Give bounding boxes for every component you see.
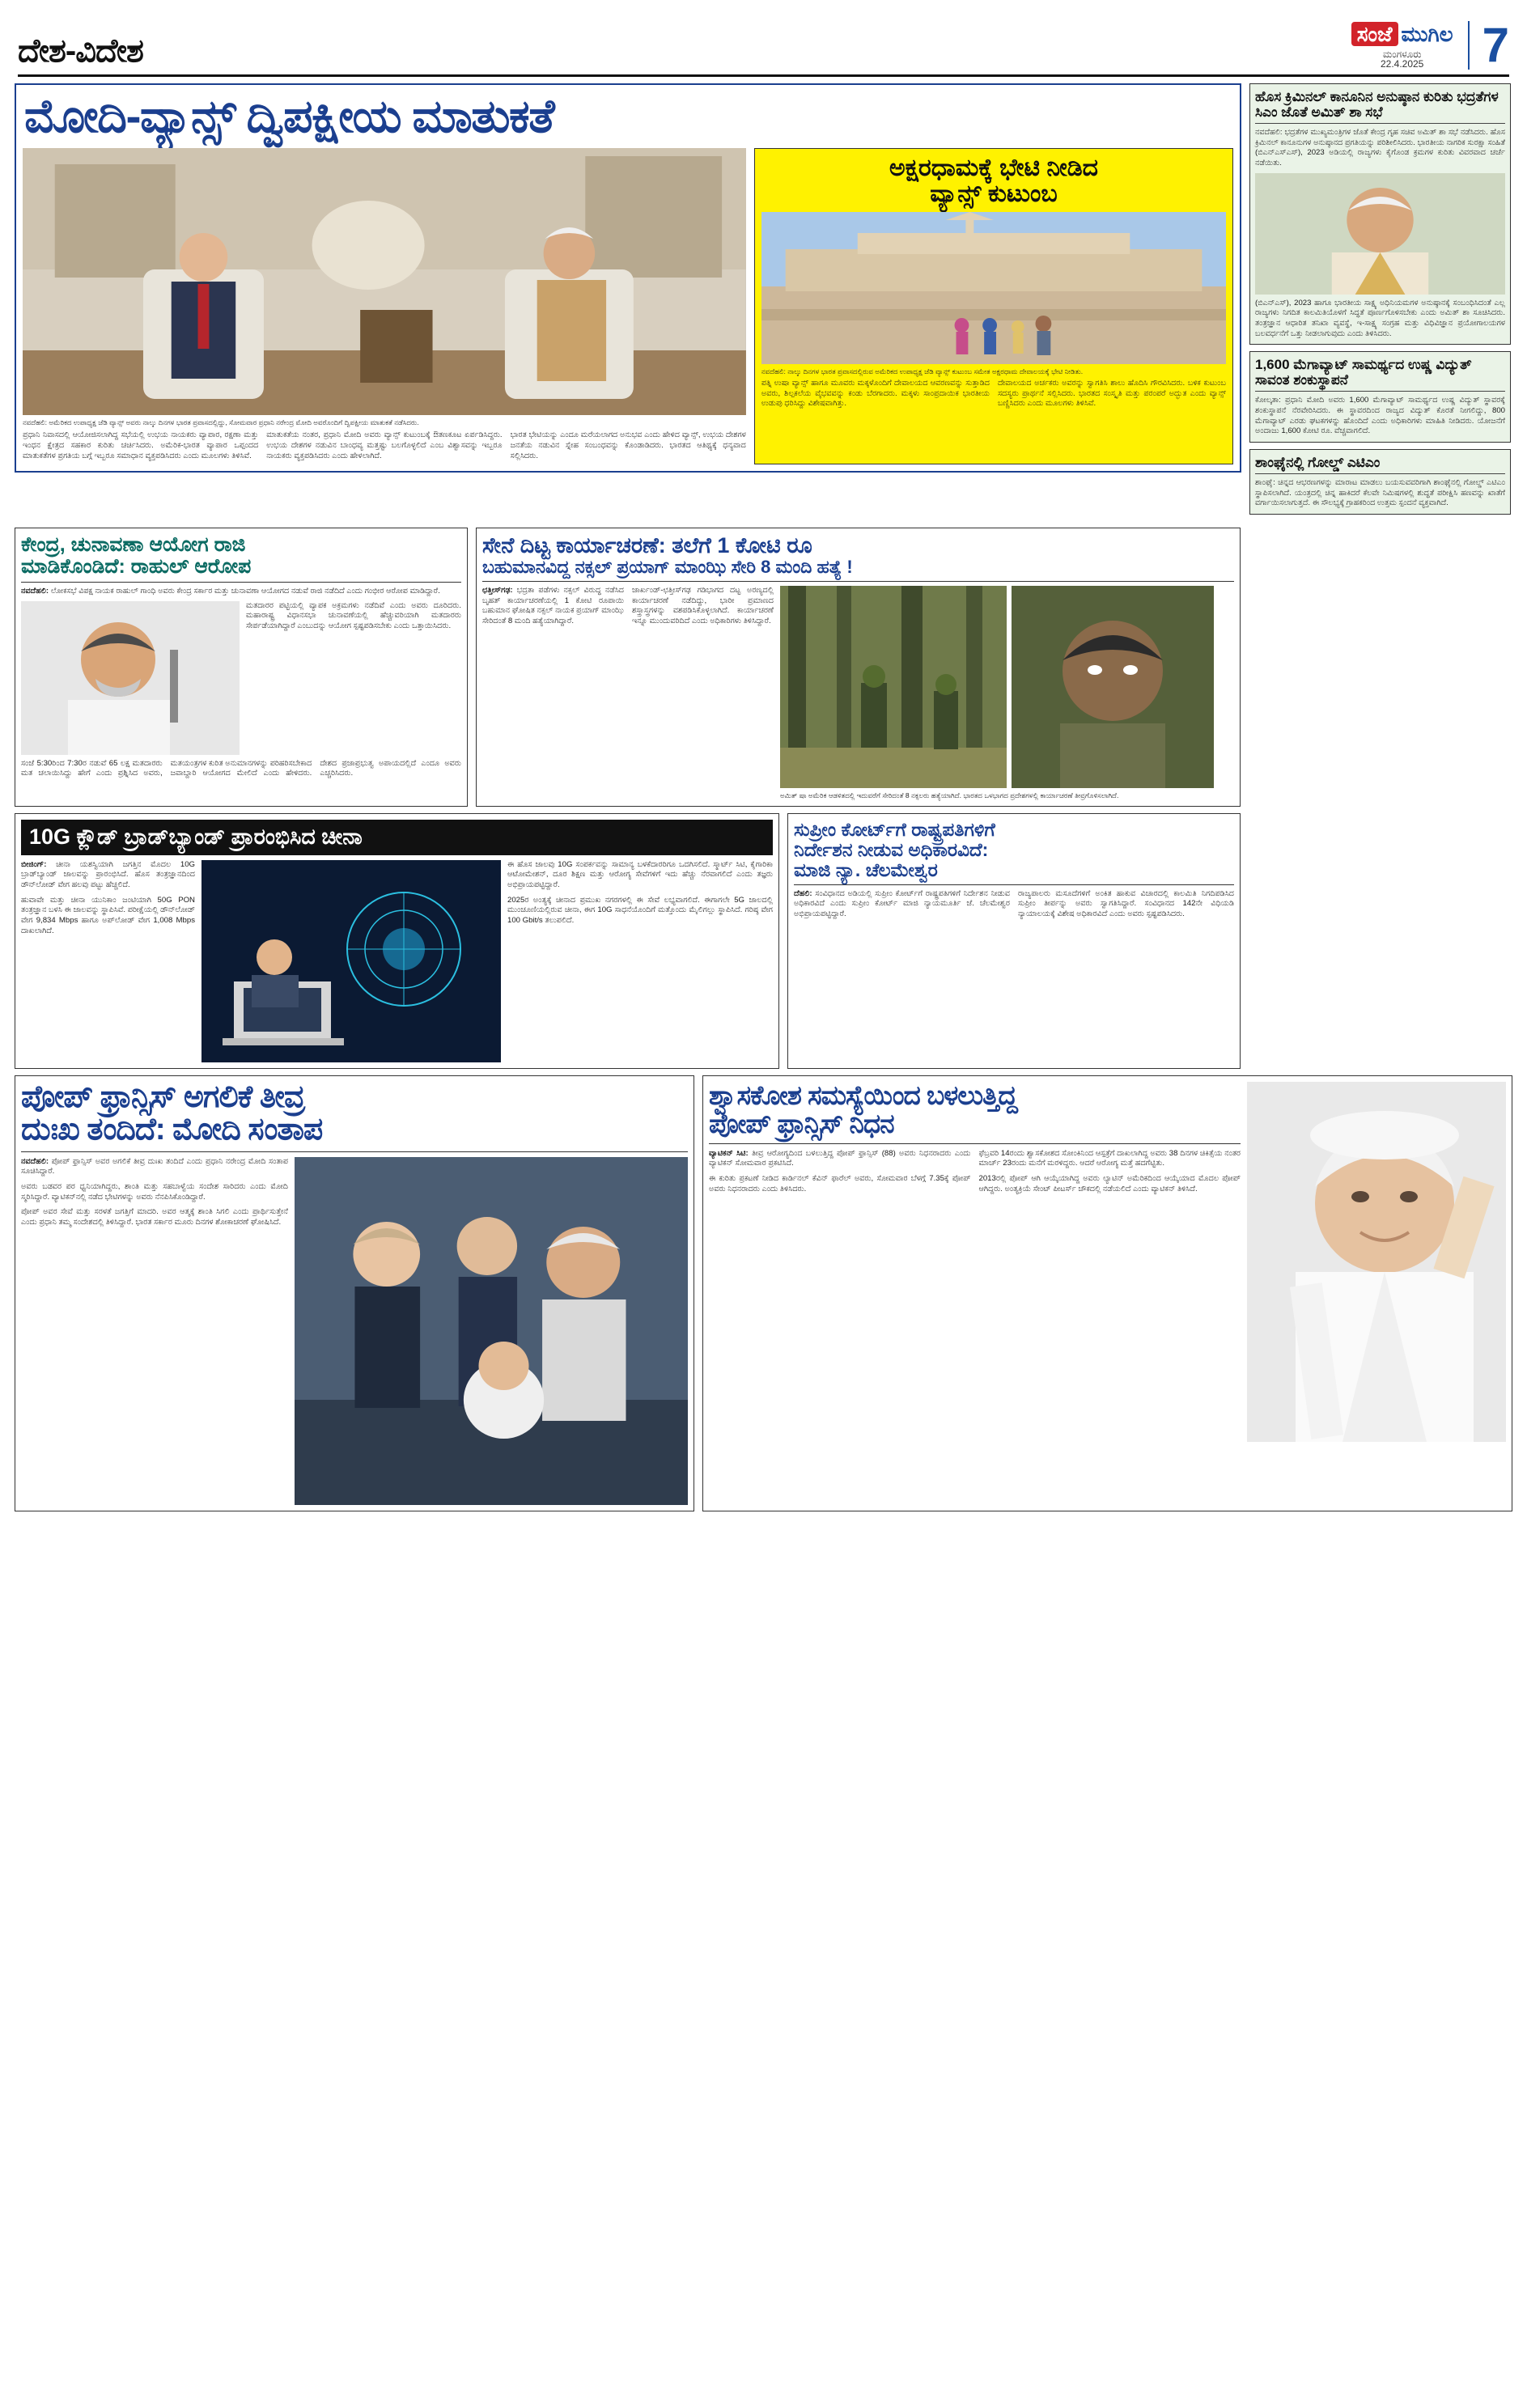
broadband-illustration [201,860,501,1062]
modi-vance-photo [23,148,746,415]
rail-story-gold-atm [1249,449,1511,515]
masthead-rule [18,74,1509,77]
logo-place: ಮಂಗಳೂರು [1382,49,1422,60]
naxal-text-1 [482,586,624,627]
naxal-headline-1: ಸೇನೆ ದಿಟ್ಟ ಕಾರ್ಯಾಚರಣೆ: ತಲೆಗೆ 1 ಕೋಟಿ ರೂ [482,533,812,557]
pope-right-dateline: ವ್ಯಾಟಿಕನ್ ಸಿಟಿ: [709,1148,749,1158]
main-col-1: ಪ್ರಧಾನಿ ನಿವಾಸದಲ್ಲಿ ಆಯೋಜಿಸಲಾಗಿದ್ದ ಸಭೆಯಲ್ಲಿ ಉಭಯ ನಾಯಕರು ವ್ಯಾಪಾರ, ರಕ್ಷಣಾ ಮತ್ತು ಇಂಧನ ಕ್ಷೇತ್ರದ ಸಹಕಾರ ಕುರಿತು ಚರ್ಚಿಸಿದರು. ಅಮೆರಿಕ-ಭಾರತ ವ್ಯಾಪಾರ ಒಪ್ಪಂದದ ಮಾತುಕತೆಗಳ ಪ್ರಗತಿಯ ಬಗ್ಗೆ ಇಬ್ಬರೂ ಸಮಾಧಾನ ವ್ಯಕ್ತಪಡಿಸಿದರು ಎಂದು ಮೂಲಗಳು ತಿಳಿಸಿವೆ. [23,430,259,460]
akshardham-story [754,148,1233,464]
rail-text-1b: (ಬಿಎನ್ಎಸ್), 2023 ಹಾಗೂ ಭಾರತೀಯ ಸಾಕ್ಷ್ಯ ಅಧಿನಿಯಮಗಳ ಅನುಷ್ಠಾನಕ್ಕೆ ಸಂಬಂಧಿಸಿದಂತೆ ಎಲ್ಲ ರಾಜ್ಯಗಳು ನಿಗದಿತ ಕಾಲಮಿತಿಯೊಳಗೆ ಸಿದ್ಧತೆ ಪೂರ್ಣಗೊಳಿಸಬೇಕು ಎಂದು ಅಮಿತ್ ಶಾ ಸೂಚಿಸಿದರು. ತಂತ್ರಜ್ಞಾನ ಆಧಾರಿತ ತನಿಖಾ ವ್ಯವಸ್ಥೆ, ಇ-ಸಾಕ್ಷ್ಯ ಸಂಗ್ರಹ ಮತ್ತು ವಿಧಿವಿಜ್ಞಾನ ಪ್ರಯೋಗಾಲಯಗಳ ಬಲವರ್ಧನೆಗೆ ಒತ್ತು ನೀಡಲಾಗುವುದು ಎಂದು ತಿಳಿಸಿದರು. [1255,298,1505,338]
supreme-court-story [787,813,1241,1069]
rahul-text-3: ಸಂಜೆ 5:30ರಿಂದ 7:30ರ ನಡುವೆ 65 ಲಕ್ಷ ಮತದಾರರು ಮತ ಚಲಾಯಿಸಿದ್ದು ಹೇಗೆ ಎಂದು ಪ್ರಶ್ನಿಸಿದ ಅವರು, ಮತಯಂತ್ರಗಳ ಕುರಿತ ಅನುಮಾನಗಳನ್ನು ಪರಿಹರಿಸಬೇಕಾದ ಜವಾಬ್ದಾರಿ ಆಯೋಗದ ಮೇಲಿದೆ ಎಂದು ಹೇಳಿದರು. ದೇಶದ ಪ್ರಜಾಪ್ರಭುತ್ವ ಅಪಾಯದಲ್ಲಿದೆ ಎಂದೂ ಅವರು ಎಚ್ಚರಿಸಿದರು. [21,758,461,778]
forest-operation-photo [780,586,1007,788]
broadband-dateline: ಬೀಜಿಂಗ್: [21,859,47,869]
rail-headline-3: ಶಾಂಘೈನಲ್ಲಿ ಗೋಲ್ಡ್ ಎಟಿಎಂ [1255,455,1505,474]
pope-condolence-story [15,1075,694,1511]
logo-text [1351,22,1453,46]
rahul-photo [21,601,240,755]
bottom-band [15,1075,1512,1511]
main-photo-caption: ನವದೆಹಲಿ: ಅಮೆರಿಕದ ಉಪಾಧ್ಯಕ್ಷ ಜೆಡಿ ವ್ಯಾನ್ಸ್ ಅವರು ನಾಲ್ಕು ದಿನಗಳ ಭಾರತ ಪ್ರವಾಸದಲ್ಲಿದ್ದು, ಸೋಮವಾರ ಪ್ರಧಾನಿ ನರೇಂದ್ರ ಮೋದಿ ಅವರೊಂದಿಗೆ ದ್ವಿಪಕ್ಷೀಯ ಮಾತುಕತೆ ನಡೆಸಿದರು. [23,418,419,427]
page-number: 7 [1468,21,1509,70]
top-band [15,83,1512,521]
pope-death-story [702,1075,1512,1511]
main-col-2: ಮಾತುಕತೆಯ ನಂತರ, ಪ್ರಧಾನಿ ಮೋದಿ ಅವರು ವ್ಯಾನ್ಸ್ ಕುಟುಂಬಕ್ಕೆ ಔತಣಕೂಟ ಏರ್ಪಡಿಸಿದ್ದರು. ಉಭಯ ದೇಶಗಳ ನಡುವಿನ ಬಾಂಧವ್ಯ ಮತ್ತಷ್ಟು ಬಲಗೊಳ್ಳಲಿದೆ ಎಂಬ ವಿಶ್ವಾಸವನ್ನು ಇಬ್ಬರೂ ನಾಯಕರು ವ್ಯಕ್ತಪಡಿಸಿದರು ಎಂದು ಹೇಳಲಾಗಿದೆ. [266,430,503,460]
rahul-headline-1: ಕೇಂದ್ರ, ಚುನಾವಣಾ ಆಯೋಗ ರಾಜಿ [21,533,246,556]
naxal-leader-photo [1012,586,1214,788]
rail-headline-1: ಹೊಸ ಕ್ರಿಮಿನಲ್ ಕಾನೂನಿನ ಅನುಷ್ಠಾನ ಕುರಿತು ಭದ್ರತೆಗಳ ಸಿಎಂ ಜೊತೆ ಅಮಿತ್ ಶಾ ಸಭೆ [1255,89,1505,124]
akshardham-caption: ನವದೆಹಲಿ: ನಾಲ್ಕು ದಿನಗಳ ಭಾರತ ಪ್ರವಾಸದಲ್ಲಿರುವ ಅಮೆರಿಕದ ಉಪಾಧ್ಯಕ್ಷ ಜೆಡಿ ವ್ಯಾನ್ಸ್ ಕುಟುಂಬ ಸಮೇತ ಅಕ್ಷರಧಾಮ ದೇವಾಲಯಕ್ಕೆ ಭೇಟಿ ನೀಡಿತು. [761,367,1084,375]
rahul-text-2: ಮತದಾರರ ಪಟ್ಟಿಯಲ್ಲಿ ವ್ಯಾಪಕ ಅಕ್ರಮಗಳು ನಡೆದಿವೆ ಎಂದು ಅವರು ದೂರಿದರು. ಮಹಾರಾಷ್ಟ್ರ ವಿಧಾನಸಭಾ ಚುನಾವಣೆಯಲ್ಲಿ ಹೆಚ್ಚುವರಿಯಾಗಿ ಮತದಾರರು ಸೇರ್ಪಡೆಯಾಗಿದ್ದಾರೆ ಎಂಬುದನ್ನು ಆಯೋಗ ಸ್ಪಷ್ಟಪಡಿಸಬೇಕು ಎಂದು ಒತ್ತಾಯಿಸಿದರು. [246,600,461,630]
akshardham-col-2: ದೇವಾಲಯದ ಅರ್ಚಕರು ಅವರನ್ನು ಸ್ವಾಗತಿಸಿ ಶಾಲು ಹೊದಿಸಿ ಗೌರವಿಸಿದರು. ಬಳಿಕ ಕುಟುಂಬ ಸದಸ್ಯರು ಪ್ರಾರ್ಥನೆ ಸಲ್ಲಿಸಿದರು. ಭಾರತದ ಸಂಸ್ಕೃತಿ ಮತ್ತು ಪರಂಪರೆ ಅದ್ಭುತ ಎಂದು ವ್ಯಾನ್ಸ್ ಬಣ್ಣಿಸಿದರು ಎಂದು ಮೂಲಗಳು ತಿಳಿಸಿವೆ. [997,378,1226,409]
second-band [15,528,1512,807]
pope-right-text-1 [709,1149,971,1169]
main-story [15,83,1241,473]
broadband-story [15,813,779,1069]
akshardham-headline-2: ವ್ಯಾನ್ಸ್ ಕುಟುಂಬ [930,180,1058,207]
sc-headline-1: ಸುಪ್ರೀಂ ಕೋರ್ಟ್‌ಗೆ ರಾಷ್ಟ್ರಪತಿಗಳಿಗೆ [794,819,995,841]
naxal-photo-caption: ಅಮಿತ್ ಷಾ ಅಮೆರಿಕ ಆಡಳಿತದಲ್ಲಿ ಇದುವರೆಗೆ ಸೇರಿದಂತೆ 8 ನಕ್ಸಲರು ಹತ್ಯೆಯಾಗಿದೆ. ಭಾರತದ ಒಳಭಾಗದ ಪ್ರದೇಶಗಳಲ್ಲಿ ಕಾರ್ಯಾಚರಣೆ ತೀವ್ರಗೊಳಿಸಲಾಗಿದೆ. [780,791,1119,799]
rail-story-power-plant [1249,351,1511,443]
rail-text-2: ಕೋಲ್ಕತಾ: ಪ್ರಧಾನಿ ಮೋದಿ ಅವರು 1,600 ಮೆಗಾವ್ಯಾಟ್ ಸಾಮರ್ಥ್ಯದ ಉಷ್ಣ ವಿದ್ಯುತ್ ಸ್ಥಾವರಕ್ಕೆ ಶಂಕುಸ್ಥಾಪನೆ ನೆರವೇರಿಸಿದರು. ಈ ಸ್ಥಾವರದಿಂದ ರಾಜ್ಯದ ವಿದ್ಯುತ್ ಕೊರತೆ ನೀಗಲಿದ್ದು, 800 ಮೆಗಾವ್ಯಾಟ್ ಎರಡು ಘಟಕಗಳನ್ನು ಹೊಂದಿದೆ ಎಂದು ಅಧಿಕಾರಿಗಳು ಮಾಹಿತಿ ನೀಡಿದರು. ಯೋಜನೆಗೆ ಅಂದಾಜು 1,600 ಕೋಟಿ ರೂ. ವೆಚ್ಚವಾಗಲಿದೆ. [1255,396,1505,436]
pope-left-text-1-body: ಪೋಪ್ ಫ್ರಾನ್ಸಿಸ್ ಅವರ ಅಗಲಿಕೆ ತೀವ್ರ ದುಃಖ ತಂದಿದೆ ಎಂದು ಪ್ರಧಾನಿ ನರೇಂದ್ರ ಮೋದಿ ಸಂತಾಪ ಸೂಚಿಸಿದ್ದಾರೆ. [21,1156,288,1176]
sc-text-1 [794,889,1010,920]
rahul-text-1 [21,587,461,597]
logo-date: 22.4.2025 [1380,58,1424,70]
sc-headline-2: ನಿರ್ದೇಶನ ನೀಡುವ ಅಧಿಕಾರವಿದೆ: [794,838,989,860]
section-title: ದೇಶ-ವಿದೇಶ [18,33,143,69]
rahul-dateline: ನವದೆಹಲಿ: [21,587,49,596]
rahul-text-1-body: ಲೋಕಸಭೆ ವಿಪಕ್ಷ ನಾಯಕ ರಾಹುಲ್ ಗಾಂಧಿ ಅವರು ಕೇಂದ್ರ ಸರ್ಕಾರ ಮತ್ತು ಚುನಾವಣಾ ಆಯೋಗದ ನಡುವೆ ರಾಜಿ ನಡೆದಿದೆ ಎಂದು ಗಂಭೀರ ಆರೋಪ ಮಾಡಿದ್ದಾರೆ. [50,587,440,596]
naxal-story [476,528,1241,807]
masthead-right [1351,18,1509,72]
pope-right-text-1-body: ತೀವ್ರ ಆರೋಗ್ಯದಿಂದ ಬಳಲುತ್ತಿದ್ದ ಪೋಪ್ ಫ್ರಾನ್ಸಿಸ್ (88) ಅವರು ನಿಧನರಾದರು ಎಂದು ವ್ಯಾಟಿಕನ್ ಸೋಮವಾರ ಪ್ರಕಟಿಸಿದೆ. [709,1148,971,1168]
pope-left-dateline: ನವದೆಹಲಿ: [21,1156,49,1166]
rahul-story [15,528,468,807]
pope-right-headline-1: ಶ್ವಾಸಕೋಶ ಸಮಸ್ಯೆಯಿಂದ ಬಳಲುತ್ತಿದ್ದ [709,1079,1017,1110]
newspaper-logo [1351,22,1453,69]
main-left-column [23,148,746,464]
pope-right-text-2: ಈ ಕುರಿತು ಪ್ರಕಟಣೆ ನೀಡಿದ ಕಾರ್ಡಿನಲ್ ಕೆವಿನ್ ಫಾರೆಲ್ ಅವರು, ಸೋಮವಾರ ಬೆಳಗ್ಗೆ 7.35ಕ್ಕೆ ಪೋಪ್ ಅವರು ನಿಧನರಾದರು ಎಂದು ತಿಳಿಸಿದರು. [709,1174,971,1193]
broadband-text-4: 2025ರ ಅಂತ್ಯಕ್ಕೆ ಚೀನಾದ ಪ್ರಮುಖ ನಗರಗಳಲ್ಲಿ ಈ ಸೇವೆ ಲಭ್ಯವಾಗಲಿದೆ. ಈಗಾಗಲೇ 5G ಜಾಲದಲ್ಲಿ ಮುಂಚೂಣಿಯಲ್ಲಿರುವ ಚೀನಾ, ಈಗ 10G ಸಾಧನೆಯೊಂದಿಗೆ ಮತ್ತೊಂದು ಮೈಲಿಗಲ್ಲು ಸ್ಥಾಪಿಸಿದೆ. ಗರಿಷ್ಠ ವೇಗ 100 Gbit/s ತಲುಪಲಿದೆ. [507,895,773,926]
akshardham-col-1: ಪತ್ನಿ ಉಷಾ ವ್ಯಾನ್ಸ್ ಹಾಗೂ ಮೂವರು ಮಕ್ಕಳೊಂದಿಗೆ ದೇವಾಲಯದ ಆವರಣವನ್ನು ಸುತ್ತಾಡಿದ ಅವರು, ಶಿಲ್ಪಕಲೆಯ ವೈಭವವನ್ನು ಕಂಡು ಬೆರಗಾದರು. ಮಕ್ಕಳು ಸಾಂಪ್ರದಾಯಿಕ ಭಾರತೀಯ ಉಡುಪು ಧರಿಸಿದ್ದು ವಿಶೇಷವಾಗಿತ್ತು. [761,378,990,409]
broadband-headline: 10G ಕ್ಲೌಡ್ ಬ್ರಾಡ್‌ಬ್ಯಾಂಡ್ ಪ್ರಾರಂಭಿಸಿದ ಚೀನಾ [21,820,773,855]
amit-shah-photo [1255,173,1505,295]
sc-text-1-body: ಸಂವಿಧಾನದ ಅಡಿಯಲ್ಲಿ ಸುಪ್ರೀಂ ಕೋರ್ಟ್‌ಗೆ ರಾಷ್ಟ್ರಪತಿಗಳಿಗೆ ನಿರ್ದೇಶನ ನೀಡುವ ಅಧಿಕಾರವಿದೆ ಎಂದು ಸುಪ್ರೀಂ ಕೋರ್ಟ್ ಮಾಜಿ ನ್ಯಾಯಮೂರ್ತಿ ಜೆ. ಚೆಲಮೇಶ್ವರ ಅಭಿಪ್ರಾಯಪಟ್ಟಿದ್ದಾರೆ. [794,888,1010,918]
pope-left-text-1 [21,1157,288,1177]
pope-left-text-3: ಪೋಪ್ ಅವರ ಸೇವೆ ಮತ್ತು ಸರಳತೆ ಜಗತ್ತಿಗೆ ಮಾದರಿ. ಅವರ ಆತ್ಮಕ್ಕೆ ಶಾಂತಿ ಸಿಗಲಿ ಎಂದು ಪ್ರಾರ್ಥಿಸುತ್ತೇನೆ ಎಂದು ಪ್ರಧಾನಿ ತಮ್ಮ ಸಂದೇಶದಲ್ಲಿ ತಿಳಿಸಿದ್ದಾರೆ. ಭಾರತ ಸರ್ಕಾರ ಮೂರು ದಿನಗಳ ಶೋಕಾಚರಣೆ ಘೋಷಿಸಿದೆ. [21,1207,288,1227]
third-band [15,813,1512,1069]
pope-right-text-4: 2013ರಲ್ಲಿ ಪೋಪ್ ಆಗಿ ಆಯ್ಕೆಯಾಗಿದ್ದ ಅವರು ಲ್ಯಾಟಿನ್ ಅಮೆರಿಕದಿಂದ ಆಯ್ಕೆಯಾದ ಮೊದಲ ಪೋಪ್ ಆಗಿದ್ದರು. ಅಂತ್ಯಕ್ರಿಯೆ ಸೇಂಟ್ ಪೀಟರ್ಸ್ ಚೌಕದಲ್ಲಿ ನಡೆಯಲಿದೆ ಎಂದು ವ್ಯಾಟಿಕನ್ ತಿಳಿಸಿದೆ. [978,1174,1241,1193]
main-col-3: ಭಾರತ ಭೇಟಿಯನ್ನು ಎಂದೂ ಮರೆಯಲಾಗದ ಅನುಭವ ಎಂದು ಹೇಳಿದ ವ್ಯಾನ್ಸ್, ಉಭಯ ದೇಶಗಳ ಜನತೆಯ ನಡುವಿನ ಸ್ನೇಹ ಸಂಬಂಧವನ್ನು ಕೊಂಡಾಡಿದರು. ಭಾರತದ ಆತಿಥ್ಯಕ್ಕೆ ಧನ್ಯವಾದ ಸಲ್ಲಿಸಿದರು. [510,430,746,460]
broadband-text-2: ಹುವಾವೇ ಮತ್ತು ಚೀನಾ ಯುನಿಕಾಂ ಜಂಟಿಯಾಗಿ 50G PON ತಂತ್ರಜ್ಞಾನ ಬಳಸಿ ಈ ಜಾಲವನ್ನು ಸ್ಥಾಪಿಸಿವೆ. ಪರೀಕ್ಷೆಯಲ್ಲಿ ಡೌನ್‌ಲೋಡ್ ವೇಗ 9,834 Mbps ಹಾಗೂ ಅಪ್‌ಲೋಡ್ ವೇಗ 1,008 Mbps ದಾಖಲಾಗಿದೆ. [21,895,195,935]
naxal-text-1-body: ಭದ್ರತಾ ಪಡೆಗಳು ನಕ್ಸಲ್ ವಿರುದ್ಧ ನಡೆಸಿದ ಬೃಹತ್ ಕಾರ್ಯಾಚರಣೆಯಲ್ಲಿ 1 ಕೋಟಿ ರೂಪಾಯಿ ಬಹುಮಾನ ಘೋಷಿತ ನಕ್ಸಲ್ ನಾಯಕ ಪ್ರಯಾಗ್ ಮಾಂಝಿ ಸೇರಿದಂತೆ 8 ಮಂದಿ ಹತ್ಯೆಯಾಗಿದ್ದಾರೆ. [482,585,624,625]
naxal-headline-2: ಬಹುಮಾನವಿದ್ದ ನಕ್ಸಲ್ ಪ್ರಯಾಗ್ ಮಾಂಝಿ ಸೇರಿ 8 ಮಂದಿ ಹತ್ಯೆ ! [482,557,1234,582]
sc-dateline: ದೆಹಲಿ: [794,888,812,898]
modi-pope-photo [295,1157,688,1505]
rail-story-amit-shah [1249,83,1511,345]
pope-right-headline-2: ಪೋಪ್ ಫ್ರಾನ್ಸಿಸ್ ನಿಧನ [709,1110,1241,1144]
rail-text-3: ಶಾಂಘೈ: ಚಿನ್ನದ ಆಭರಣಗಳನ್ನು ಮಾರಾಟ ಮಾಡಲು ಬಯಸುವವರಿಗಾಗಿ ಶಾಂಘೈನಲ್ಲಿ ಗೋಲ್ಡ್ ಎಟಿಎಂ ಸ್ಥಾಪಿಸಲಾಗಿದೆ. ಯಂತ್ರದಲ್ಲಿ ಚಿನ್ನ ಹಾಕಿದರೆ ಕೆಲವೇ ನಿಮಿಷಗಳಲ್ಲಿ ಶುದ್ಧತೆ ಪರೀಕ್ಷಿಸಿ ಹಣವನ್ನು ಖಾತೆಗೆ ವರ್ಗಾಯಿಸಲಾಗುತ್ತದೆ. ಈ ಸೌಲಭ್ಯಕ್ಕೆ ಗ್ರಾಹಕರಿಂದ ಉತ್ತಮ ಸ್ಪಂದನೆ ವ್ಯಕ್ತವಾಗಿದೆ. [1255,478,1505,508]
main-headline: ಮೋದಿ-ವ್ಯಾನ್ಸ್ ದ್ವಿಪಕ್ಷೀಯ ಮಾತುಕತೆ [24,91,554,142]
rail-text-1: ನವದೆಹಲಿ: ಭದ್ರತೆಗಳ ಮುಖ್ಯಮಂತ್ರಿಗಳ ಜೊತೆ ಕೇಂದ್ರ ಗೃಹ ಸಚಿವ ಅಮಿತ್ ಶಾ ಸಭೆ ನಡೆಸಿದರು. ಹೊಸ ಕ್ರಿಮಿನಲ್ ಕಾನೂನುಗಳ ಅನುಷ್ಠಾನದ ಪ್ರಗತಿಯನ್ನು ಪರಿಶೀಲಿಸಿದರು. ಭಾರತೀಯ ನಾಗರಿಕ ಸುರಕ್ಷಾ ಸಂಹಿತೆ (ಬಿಎನ್ಎಸ್ಎಸ್), 2023 ಅಡಿಯಲ್ಲಿ ರಾಜ್ಯಗಳು ಕೈಗೊಂಡ ಕ್ರಮಗಳ ಕುರಿತು ವಿವರವಾದ ಚರ್ಚೆ ನಡೆಯಿತು. [1255,128,1505,168]
sc-text-2: ರಾಜ್ಯಪಾಲರು ಮಸೂದೆಗಳಿಗೆ ಅಂಕಿತ ಹಾಕುವ ವಿಚಾರದಲ್ಲಿ ಕಾಲಮಿತಿ ನಿಗದಿಪಡಿಸಿದ ಸುಪ್ರೀಂ ತೀರ್ಪನ್ನು ಅವರು ಸ್ವಾಗತಿಸಿದ್ದಾರೆ. ಸಂವಿಧಾನದ 142ನೇ ವಿಧಿಯಡಿ ನ್ಯಾಯಾಲಯಕ್ಕೆ ವಿಶೇಷ ಅಧಿಕಾರವಿದೆ ಎಂದು ಅವರು ಸ್ಪಷ್ಟಪಡಿಸಿದರು. [1018,888,1234,918]
rahul-headline-2: ಮಾಡಿಕೊಂಡಿದೆ: ರಾಹುಲ್ ಆರೋಪ [21,556,461,583]
broadband-text-1 [21,860,195,891]
right-rail [1249,83,1511,521]
naxal-dateline: ಛತ್ತೀಸ್‌ಗಢ: [482,585,513,595]
pope-right-text-3: ಫೆಬ್ರವರಿ 14ರಂದು ಶ್ವಾಸಕೋಶದ ಸೋಂಕಿನಿಂದ ಆಸ್ಪತ್ರೆಗೆ ದಾಖಲಾಗಿದ್ದ ಅವರು 38 ದಿನಗಳ ಚಿಕಿತ್ಸೆಯ ನಂತರ ಮಾರ್ಚ್ 23ರಂದು ಮನೆಗೆ ಮರಳಿದ್ದರು. ಆದರೆ ಆರೋಗ್ಯ ಮತ್ತೆ ಹದಗೆಟ್ಟಿತು. [978,1148,1241,1168]
pope-left-headline-1: ಪೋಪ್ ಫ್ರಾನ್ಸಿಸ್ ಅಗಲಿಕೆ ತೀವ್ರ [21,1079,305,1114]
main-story-body [23,430,746,464]
rail-headline-2: 1,600 ಮೆಗಾವ್ಯಾಟ್ ಸಾಮರ್ಥ್ಯದ ಉಷ್ಣ ವಿದ್ಯುತ್ ಸಾವಂತ ಶಂಕುಸ್ಥಾಪನೆ [1255,357,1505,392]
pope-left-text-2: ಅವರು ಬಡವರ ಪರ ಧ್ವನಿಯಾಗಿದ್ದರು, ಶಾಂತಿ ಮತ್ತು ಸಹಬಾಳ್ವೆಯ ಸಂದೇಶ ಸಾರಿದರು ಎಂದು ಮೋದಿ ಸ್ಮರಿಸಿದ್ದಾರೆ. ವ್ಯಾಟಿಕನ್‌ನಲ್ಲಿ ನಡೆದ ಭೇಟಿಗಳನ್ನು ಅವರು ನೆನಪಿಸಿಕೊಂಡಿದ್ದಾರೆ. [21,1181,288,1202]
akshardham-headline-1: ಅಕ್ಷರಧಾಮಕ್ಕೆ ಭೇಟಿ ನೀಡಿದ [889,155,1099,182]
sc-headline-3: ಮಾಜಿ ನ್ಯಾ. ಚೆಲಮೇಶ್ವರ [794,860,1234,885]
pope-francis-photo [1247,1082,1506,1442]
masthead [15,0,1512,74]
broadband-text-3: ಈ ಹೊಸ ಜಾಲವು 10G ಸಂಪರ್ಕವನ್ನು ಸಾಮಾನ್ಯ ಬಳಕೆದಾರರಿಗೂ ಒದಗಿಸಲಿದೆ. ಸ್ಮಾರ್ಟ್ ಸಿಟಿ, ಕೈಗಾರಿಕಾ ಆಟೋಮೇಶನ್, ದೂರ ಶಿಕ್ಷಣ ಮತ್ತು ಆರೋಗ್ಯ ಸೇವೆಗಳಿಗೆ ಇದು ಹೆಚ್ಚು ನೆರವಾಗಲಿದೆ ಎಂದು ತಜ್ಞರು ಅಭಿಪ್ರಾಯಪಟ್ಟಿದ್ದಾರೆ. [507,859,773,890]
pope-left-headline-2: ದುಃಖ ತಂದಿದೆ: ಮೋದಿ ಸಂತಾಪ [21,1114,688,1152]
logo-red-word: ಸಂಜೆ [1351,22,1398,46]
logo-blue-word: ಮುಗಿಲ [1401,22,1453,46]
main-row [23,148,1233,464]
naxal-text-2: ಜಾರ್ಖಂಡ್-ಛತ್ತೀಸ್‌ಗಢ ಗಡಿಭಾಗದ ದಟ್ಟ ಅರಣ್ಯದಲ್ಲಿ ಕಾರ್ಯಾಚರಣೆ ನಡೆದಿದ್ದು, ಭಾರೀ ಪ್ರಮಾಣದ ಶಸ್ತ್ರಾಸ್ತ್ರಗಳನ್ನು ವಶಪಡಿಸಿಕೊಳ್ಳಲಾಗಿದೆ. ಕಾರ್ಯಾಚರಣೆ ಇನ್ನೂ ಮುಂದುವರಿದಿದೆ ಎಂದು ಅಧಿಕಾರಿಗಳು ತಿಳಿಸಿದ್ದಾರೆ. [632,585,774,625]
akshardham-photo [761,212,1226,364]
broadband-text-1-body: ಚೀನಾ ಯಶಸ್ವಿಯಾಗಿ ಜಗತ್ತಿನ ಮೊದಲ 10G ಬ್ರಾಡ್‌ಬ್ಯಾಂಡ್ ಜಾಲವನ್ನು ಪ್ರಾರಂಭಿಸಿದೆ. ಹೊಸ ತಂತ್ರಜ್ಞಾನದಿಂದ ಡೌನ್‌ಲೋಡ್ ವೇಗ ಹಲವು ಪಟ್ಟು ಹೆಚ್ಚಲಿದೆ. [21,859,195,890]
akshardham-body [761,379,1226,412]
